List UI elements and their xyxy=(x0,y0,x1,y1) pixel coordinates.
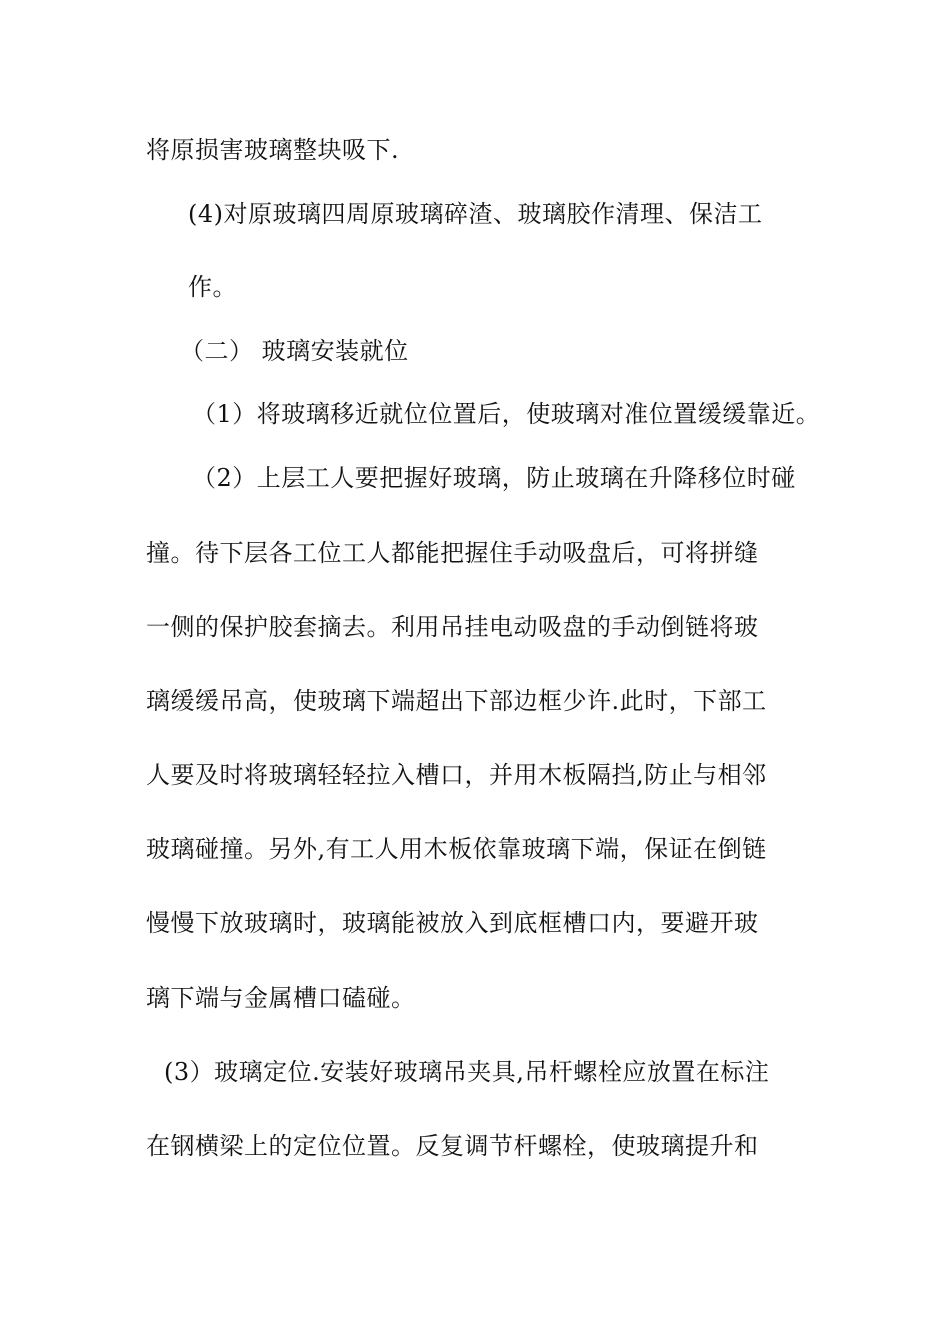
text-line: 璃缓缓吊高，使玻璃下端超出下部边框少许.此时，下部工 xyxy=(146,687,767,715)
section-heading: （二） 玻璃安装就位 xyxy=(180,337,409,365)
text-line: 撞。待下层各工位工人都能把握住手动吸盘后，可将拼缝 xyxy=(146,539,759,567)
text-line: 一侧的保护胶套摘去。利用吊挂电动吸盘的手动倒链将玻 xyxy=(146,613,759,641)
text-line: 人要及时将玻璃轻轻拉入槽口，并用木板隔挡,防止与相邻 xyxy=(146,761,767,789)
text-line: 在钢横梁上的定位位置。反复调节杆螺栓，使玻璃提升和 xyxy=(146,1132,759,1160)
text-line: 玻璃碰撞。另外,有工人用木板依靠玻璃下端，保证在倒链 xyxy=(146,835,767,863)
text-line: 将原损害玻璃整块吸下. xyxy=(146,136,400,164)
text-line: (4)对原玻璃四周原玻璃碎渣、玻璃胶作清理、保洁工 xyxy=(188,200,763,228)
text-line: （2）上层工人要把握好玻璃，防止玻璃在升降移位时碰 xyxy=(192,464,796,492)
text-line: 慢慢下放玻璃时，玻璃能被放入到底框槽口内，要避开玻 xyxy=(146,909,759,937)
text-line: (3）玻璃定位.安装好玻璃吊夹具,吊杆螺栓应放置在标注 xyxy=(164,1058,770,1086)
text-line: （1）将玻璃移近就位位置后，使玻璃对准位置缓缓靠近。 xyxy=(192,400,821,428)
text-line: 璃下端与金属槽口磕碰。 xyxy=(146,984,416,1012)
text-line: 作。 xyxy=(188,273,237,301)
